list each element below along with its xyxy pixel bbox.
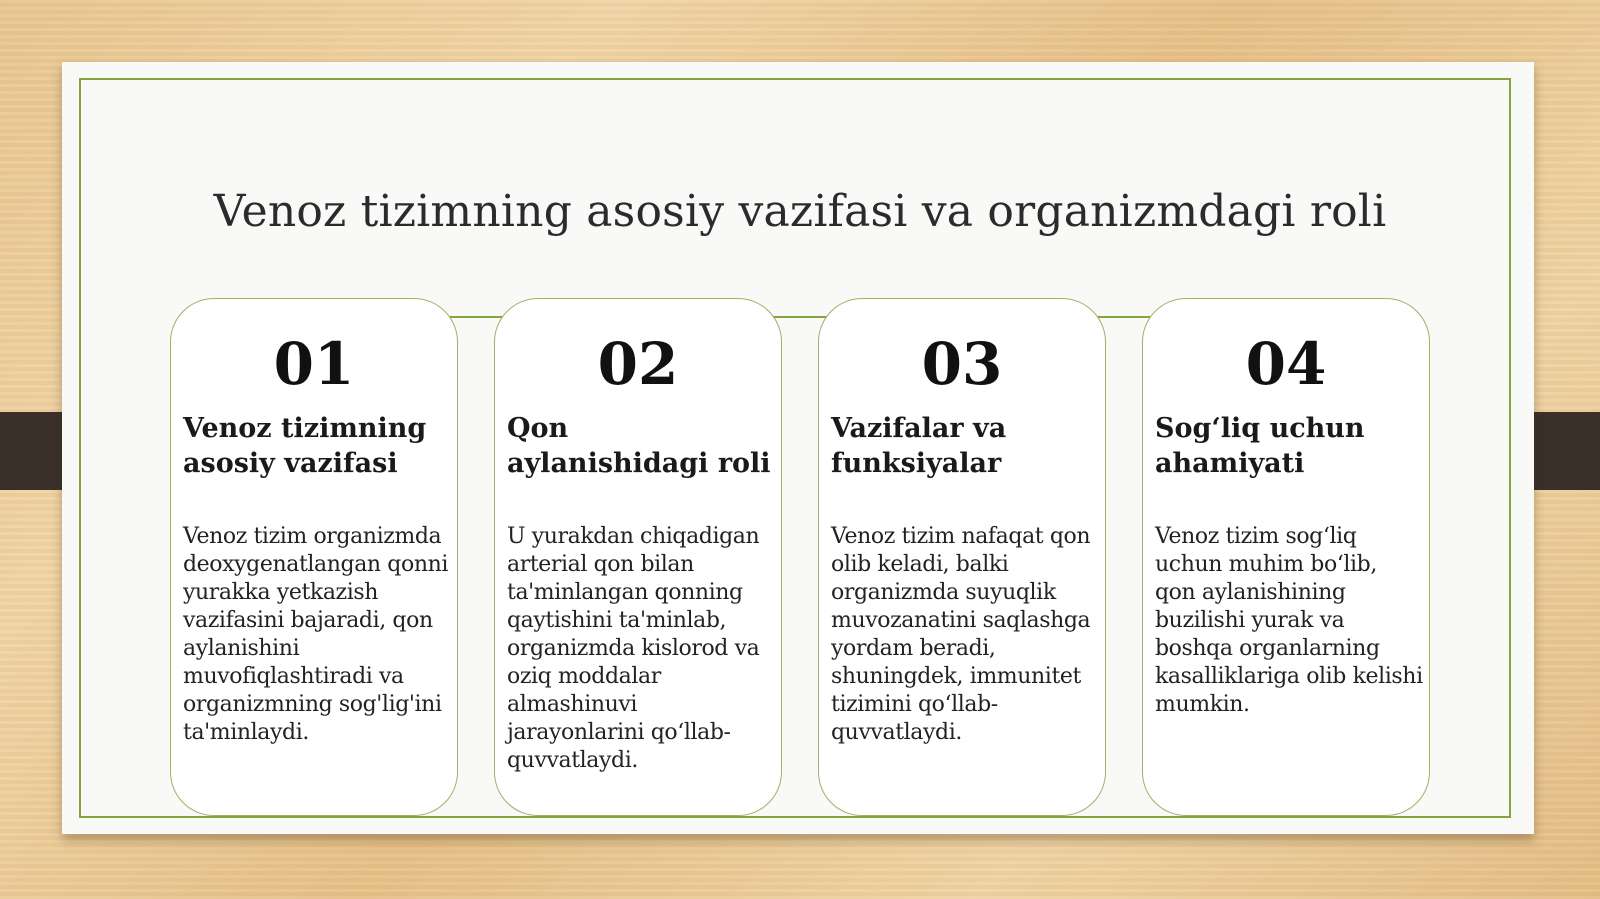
card-body-text: Venoz tizim nafaqat qon olib keladi, balki organizmda suyuqlik muvozanatini saqlashga yordam beradi, shuningdek, immunitet tizimini qo‘llab-quvvatlaydi. — [831, 524, 1091, 745]
card-heading: Qon aylanishidagi roli — [507, 413, 771, 479]
card-heading: Sog‘liq uchun ahamiyati — [1155, 413, 1365, 479]
card-01 — [170, 298, 458, 816]
card-heading: Vazifalar va funksiyalar — [831, 413, 1007, 479]
card-body-text: U yurakdan chiqadigan arterial qon bilan ta'minlangan qonning qaytishini ta'minlab, organizmda kislorod va oziq moddalar almashinuvi jarayonlarini qo‘llab-quvvatlaydi. — [507, 524, 760, 773]
card-heading: Venoz tizimning asosiy vazifasi — [183, 413, 427, 479]
card-number: 03 — [921, 330, 1003, 398]
card-body-text: Venoz tizim organizmda deoxygenatlangan qonni yurakka yetkazish vazifasini bajaradi, qon aylanishini muvofiqlashtiradi va organizmning sog'lig'ini ta'minlaydi. — [183, 524, 448, 745]
card-number: 04 — [1245, 330, 1327, 398]
card-number: 01 — [273, 330, 355, 398]
card-03 — [818, 298, 1106, 816]
slide-title: Venoz tizimning asosiy vazifasi va organizmdagi roli — [213, 186, 1387, 237]
card-04 — [1142, 298, 1430, 816]
card-02 — [494, 298, 782, 816]
card-body-text: Venoz tizim sog‘liq uchun muhim bo‘lib, qon aylanishining buzilishi yurak va boshqa organlarning kasalliklariga olib kelishi mumkin. — [1155, 524, 1423, 717]
card-number: 02 — [597, 330, 679, 398]
